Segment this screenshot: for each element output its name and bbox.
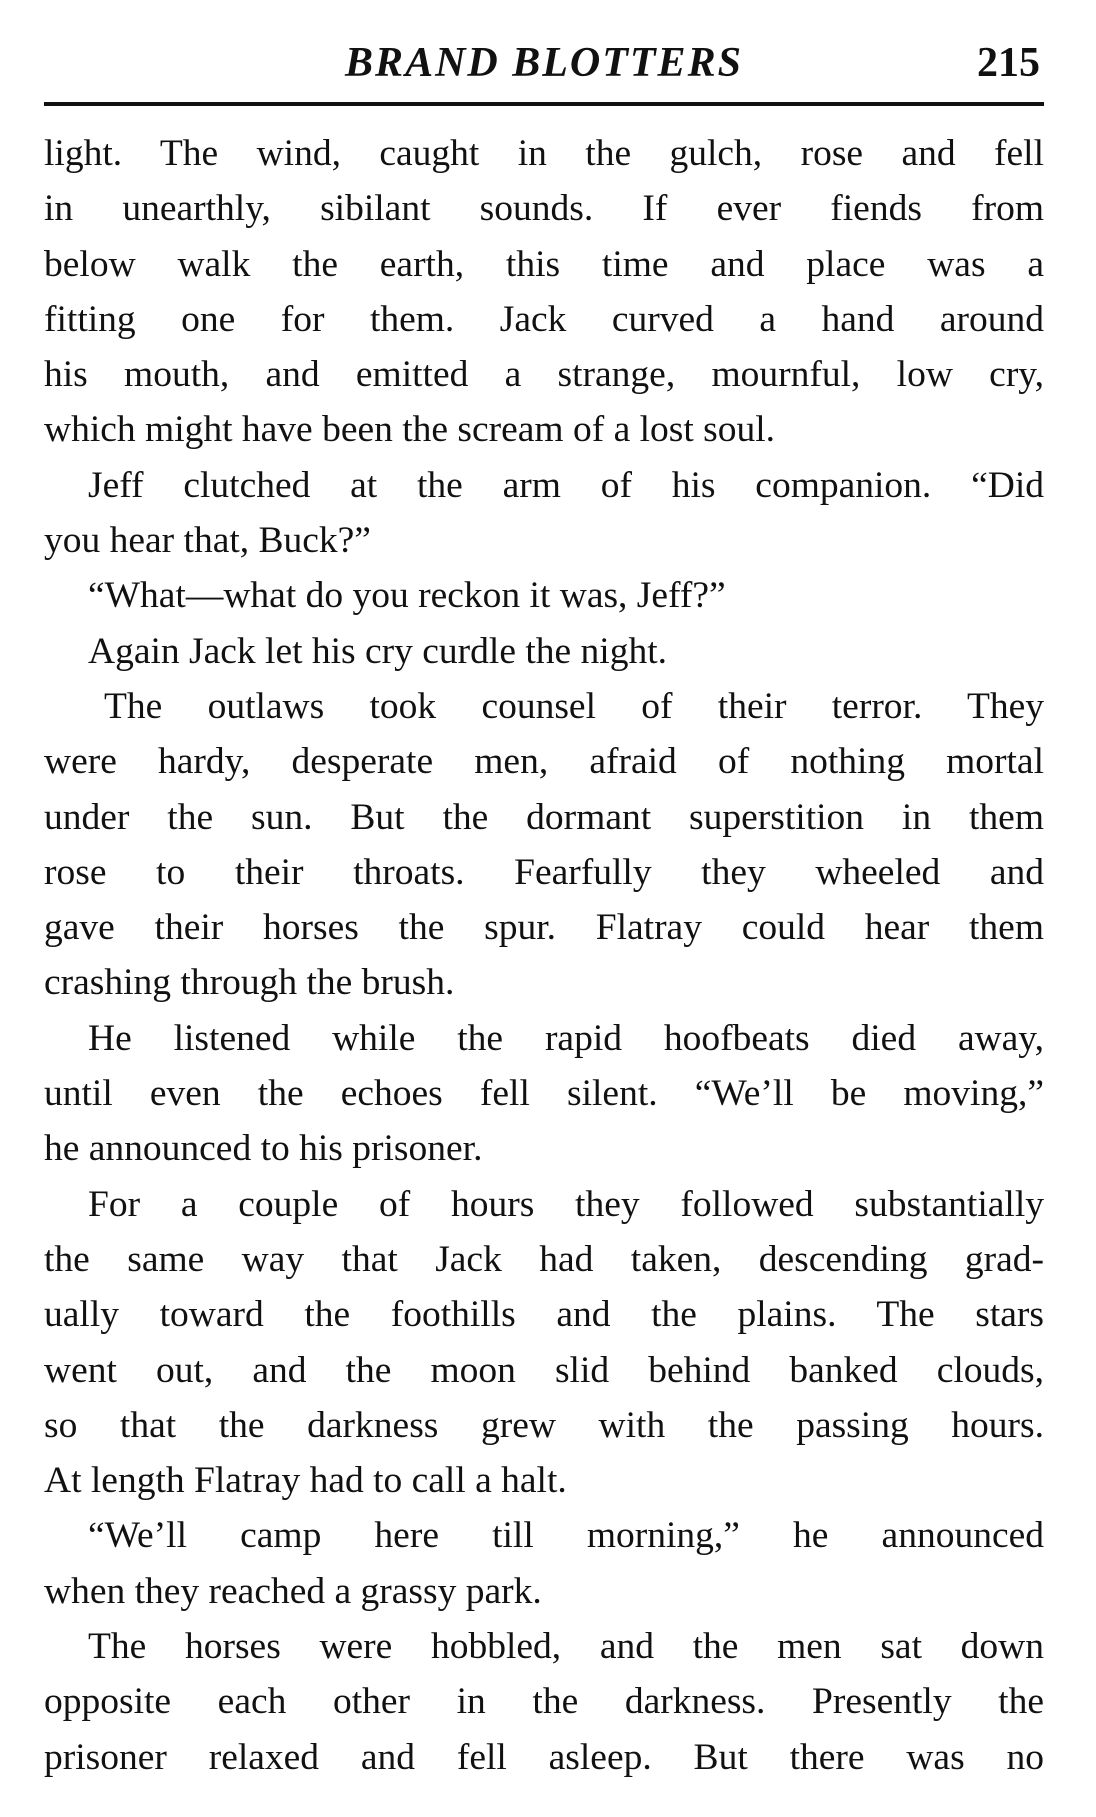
text-line: For a couple of hours they followed substantially (88, 1183, 1044, 1225)
text-line: so that the darkness grew with the passing hours. (44, 1404, 1044, 1446)
text-line: below walk the earth, this time and place was a (44, 243, 1044, 285)
header-rule (44, 102, 1044, 106)
running-title: BRAND BLOTTERS (345, 40, 743, 86)
text-line: “We’ll camp here till morning,” he announced (88, 1515, 1044, 1557)
page-number: 215 (977, 40, 1040, 86)
running-head (44, 38, 1044, 88)
text-line: prisoner relaxed and fell asleep. But there was no (44, 1736, 1044, 1778)
text-line: he announced to his prisoner. (44, 1128, 483, 1170)
text-line: “What—what do you reckon it was, Jeff?” (88, 575, 726, 617)
text-line: opposite each other in the darkness. Presently the (44, 1681, 1044, 1723)
text-line: light. The wind, caught in the gulch, rose and fell (44, 133, 1044, 174)
text-line: fitting one for them. Jack curved a hand around (44, 298, 1044, 340)
text-line: Again Jack let his cry curdle the night. (88, 630, 667, 672)
text-line: The horses were hobbled, and the men sat down (88, 1626, 1044, 1668)
text-line: Jeff clutched at the arm of his companion. “Did (88, 464, 1044, 506)
text-line: rose to their throats. Fearfully they wheeled and (44, 851, 1044, 893)
text-line: the same way that Jack had taken, descending grad- (44, 1238, 1044, 1280)
text-line: gave their horses the spur. Flatray could hear them (44, 907, 1044, 949)
text-line: his mouth, and emitted a strange, mournful, low cry, (44, 354, 1044, 396)
text-line: which might have been the scream of a lost soul. (44, 409, 776, 451)
text-line: At length Flatray had to call a halt. (44, 1460, 567, 1502)
text-line: ually toward the foothills and the plains. The stars (44, 1294, 1044, 1336)
text-line: were hardy, desperate men, afraid of nothing mortal (44, 741, 1044, 783)
text-line: went out, and the moon slid behind banked clouds, (44, 1349, 1044, 1391)
text-line: when they reached a grassy park. (44, 1570, 542, 1612)
text-line: in unearthly, sibilant sounds. If ever fiends from (44, 188, 1044, 230)
text-line: The outlaws took counsel of their terror. They (104, 685, 1044, 727)
text-line: until even the echoes fell silent. “We’ll be moving,” (44, 1073, 1044, 1115)
text-line: you hear that, Buck?” (44, 520, 371, 562)
text-line: under the sun. But the dormant superstition in them (44, 796, 1044, 838)
body-text (44, 126, 1044, 1785)
text-line: He listened while the rapid hoofbeats died away, (88, 1017, 1044, 1059)
text-line: crashing through the brush. (44, 962, 455, 1004)
